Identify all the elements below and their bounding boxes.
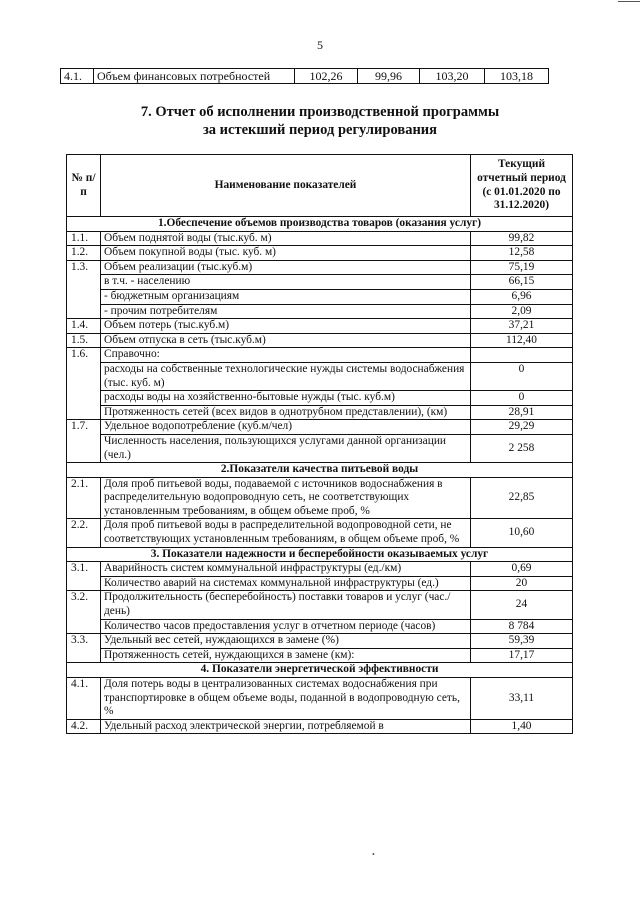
scan-dot: •	[372, 850, 375, 859]
row-value: 112,40	[471, 333, 573, 348]
row-number: 1.2.	[67, 246, 101, 261]
row-value: 1,40	[471, 719, 573, 734]
corner-line	[618, 1, 640, 2]
row-value: 0	[471, 362, 573, 390]
table-row	[67, 591, 573, 619]
row-name: в т.ч. - населению	[101, 275, 471, 290]
row-name: Объем финансовых потребностей	[94, 69, 295, 84]
row-value: 2,09	[471, 304, 573, 319]
table-row	[67, 405, 573, 420]
table-row	[67, 362, 573, 390]
table-row	[67, 333, 573, 348]
row-name: - бюджетным организациям	[101, 289, 471, 304]
row-name: Протяженность сетей (всех видов в однотрубном представлении), (км)	[101, 405, 471, 420]
section-heading: 2.Показатели качества питьевой воды	[67, 463, 573, 478]
row-number-empty	[67, 648, 101, 663]
row-name: Количество аварий на системах коммунальной инфраструктуры (ед.)	[101, 576, 471, 591]
page-number: 5	[317, 38, 323, 52]
table-row	[67, 391, 573, 406]
row-number: 3.1.	[67, 562, 101, 577]
row-name: Справочно:	[101, 348, 471, 363]
row-name: Удельный расход электрической энергии, потребляемой в	[101, 719, 471, 734]
table-row	[67, 576, 573, 591]
row-value: 99,96	[358, 69, 420, 84]
section-title-line2: за истекший период регулирования	[202, 122, 438, 138]
row-number: 2.1.	[67, 477, 101, 519]
row-name: Удельный вес сетей, нуждающихся в замене (%)	[101, 634, 471, 649]
row-name: Доля проб питьевой воды в распределительной водопроводной сети, не соответствующих установленным требованиям, в общем объеме проб, %	[101, 519, 471, 547]
table-row	[67, 319, 573, 334]
section-row	[67, 547, 573, 562]
table-row	[67, 231, 573, 246]
row-number: 1.7.	[67, 420, 101, 435]
table-row	[67, 275, 573, 290]
row-number: 1.1.	[67, 231, 101, 246]
row-name: Количество часов предоставления услуг в отчетном периоде (часов)	[101, 619, 471, 634]
row-name: Объем отпуска в сеть (тыс.куб.м)	[101, 333, 471, 348]
row-name: Протяженность сетей, нуждающихся в замене (км):	[101, 648, 471, 663]
header-name: Наименование показателей	[101, 155, 471, 217]
table-row	[67, 648, 573, 663]
row-name: Продолжительность (бесперебойность) поставки товаров и услуг (час./день)	[101, 591, 471, 619]
row-name: - прочим потребителям	[101, 304, 471, 319]
table-row	[67, 634, 573, 649]
table-row	[67, 304, 573, 319]
row-number-empty	[67, 434, 101, 462]
row-number: 2.2.	[67, 519, 101, 547]
section-row	[67, 663, 573, 678]
table-row	[67, 289, 573, 304]
table-row	[67, 348, 573, 363]
row-number: 4.1.	[61, 69, 94, 84]
row-name: Аварийность систем коммунальной инфраструктуры (ед./км)	[101, 562, 471, 577]
row-number-empty	[67, 405, 101, 420]
table-row	[67, 434, 573, 462]
row-number-empty	[67, 391, 101, 406]
section-title-line1: 7. Отчет об исполнении производственной программы	[140, 104, 500, 120]
row-name: Объем потерь (тыс.куб.м)	[101, 319, 471, 334]
table-row	[67, 519, 573, 547]
row-value: 20	[471, 576, 573, 591]
row-value: 33,11	[471, 678, 573, 720]
table-row	[67, 719, 573, 734]
row-number: 1.3.	[67, 260, 101, 275]
row-number: 1.5.	[67, 333, 101, 348]
row-number: 4.2.	[67, 719, 101, 734]
row-value: 10,60	[471, 519, 573, 547]
row-name: Объем покупной воды (тыс. куб. м)	[101, 246, 471, 261]
row-number: 4.1.	[67, 678, 101, 720]
row-name: Доля потерь воды в централизованных системах водоснабжения при транспортировке в общем объеме воды, поданной в водопроводную сеть, %	[101, 678, 471, 720]
row-value-empty	[471, 348, 573, 363]
row-value: 24	[471, 591, 573, 619]
row-value: 102,26	[295, 69, 358, 84]
row-value: 37,21	[471, 319, 573, 334]
row-value: 17,17	[471, 648, 573, 663]
row-value: 22,85	[471, 477, 573, 519]
section-row	[67, 217, 573, 232]
report-table	[66, 154, 573, 734]
row-value: 103,20	[420, 69, 485, 84]
row-number: 1.4.	[67, 319, 101, 334]
table-row	[67, 260, 573, 275]
header-row	[67, 155, 573, 217]
row-value: 0	[471, 391, 573, 406]
section-heading: 4. Показатели энергетической эффективности	[67, 663, 573, 678]
row-name: расходы на собственные технологические нужды системы водоснабжения (тыс. куб. м)	[101, 362, 471, 390]
row-name: Доля проб питьевой воды, подаваемой с источников водоснабжения в распределительную водопроводную сеть, не соответствующих установленным требованиям, в общем объеме проб, %	[101, 477, 471, 519]
row-name: Объем поднятой воды (тыс.куб. м)	[101, 231, 471, 246]
row-number: 3.2.	[67, 591, 101, 619]
continuation-table	[60, 68, 549, 84]
section-heading: 3. Показатели надежности и бесперебойности оказываемых услуг	[67, 547, 573, 562]
row-number: 1.6.	[67, 348, 101, 363]
table-row	[67, 246, 573, 261]
row-value: 12,58	[471, 246, 573, 261]
table-row	[67, 477, 573, 519]
row-value: 8 784	[471, 619, 573, 634]
row-value: 28,91	[471, 405, 573, 420]
table-row	[67, 678, 573, 720]
row-value: 2 258	[471, 434, 573, 462]
section-heading: 1.Обеспечение объемов производства товаров (оказания услуг)	[67, 217, 573, 232]
row-name: Удельное водопотребление (куб.м/чел)	[101, 420, 471, 435]
row-number-empty	[67, 619, 101, 634]
row-value: 103,18	[485, 69, 549, 84]
row-value: 99,82	[471, 231, 573, 246]
row-number-empty	[67, 362, 101, 390]
row-name: Численность населения, пользующихся услугами данной организации (чел.)	[101, 434, 471, 462]
row-number-empty	[67, 275, 101, 290]
row-value: 6,96	[471, 289, 573, 304]
row-number-empty	[67, 289, 101, 304]
section-row	[67, 463, 573, 478]
header-num: № п/п	[67, 155, 101, 217]
row-name: Объем реализации (тыс.куб.м)	[101, 260, 471, 275]
row-number-empty	[67, 576, 101, 591]
row-value: 66,15	[471, 275, 573, 290]
row-value: 29,29	[471, 420, 573, 435]
table-row	[67, 562, 573, 577]
section-title	[0, 103, 640, 139]
row-value: 75,19	[471, 260, 573, 275]
table-row	[67, 619, 573, 634]
row-name: расходы воды на хозяйственно-бытовые нужды (тыс. куб.м)	[101, 391, 471, 406]
row-value: 59,39	[471, 634, 573, 649]
table-row	[67, 420, 573, 435]
row-number: 3.3.	[67, 634, 101, 649]
row-number-empty	[67, 304, 101, 319]
header-period: Текущий отчетный период (с 01.01.2020 по 31.12.2020)	[471, 155, 573, 217]
table-row	[61, 69, 549, 84]
row-value: 0,69	[471, 562, 573, 577]
